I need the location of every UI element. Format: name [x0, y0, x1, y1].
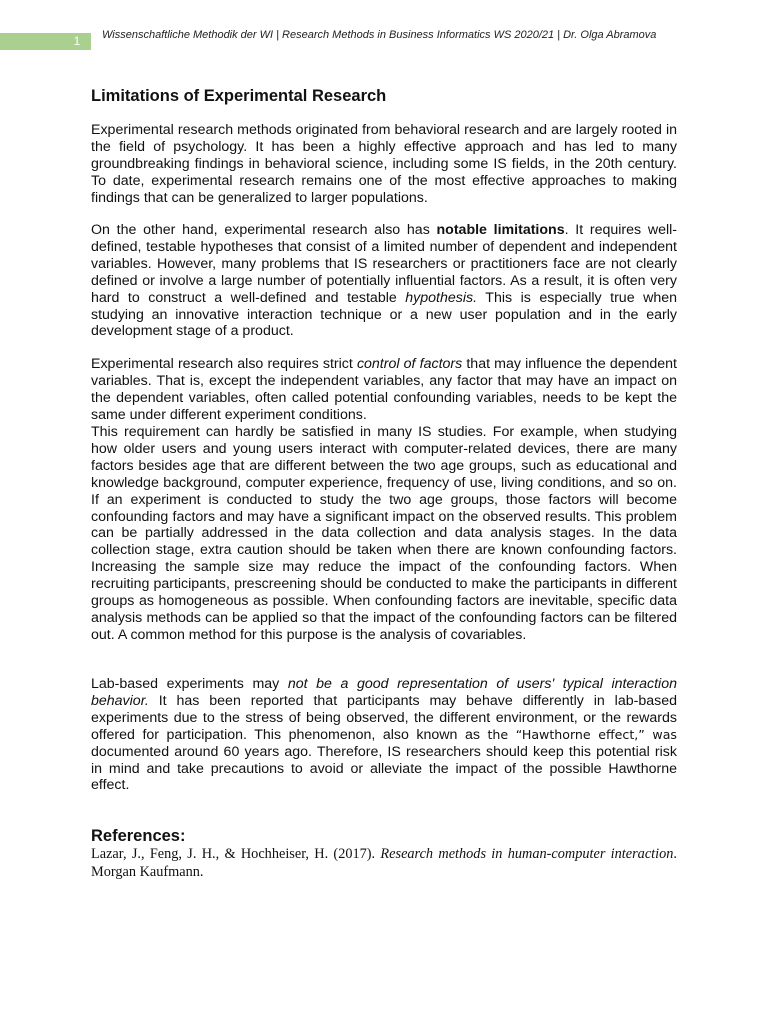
reference-publisher: . Morgan Kaufmann.	[91, 846, 677, 880]
reference-book-title: Research methods in human-computer interaction	[380, 846, 674, 862]
emphasis-control-of-factors: control of factors	[356, 356, 463, 372]
text-run: Lab-based experiments may	[91, 676, 288, 692]
paragraph-control-of-factors	[91, 356, 677, 424]
text-run: This is especially true when studying an innovative interaction technique or a new user population and in the early development stage of a product.	[91, 289, 678, 340]
reference-entry	[91, 846, 677, 881]
paragraph-limitations	[91, 222, 677, 340]
references-title: References:	[91, 827, 186, 845]
text-run: On the other hand, experimental research also has	[91, 222, 437, 238]
emphasis-not-good-representation: not be a good representation of users' typical interaction behavior.	[91, 676, 677, 709]
running-header: Wissenschaftliche Methodik der WI | Research Methods in Business Informatics WS 2020/21 | Dr. Olga Abramova	[102, 29, 657, 41]
hawthorne-effect-term: the “Hawthorne effect,” was	[487, 726, 677, 742]
emphasis-notable-limitations: notable limitations	[436, 222, 565, 238]
text-run: It has been reported that participants may behave differently in lab-based experiments due to the stress of being observed, the different environment, or the rewards offered for participation. This phenomenon, also known as	[91, 692, 677, 743]
emphasis-hypothesis: hypothesis.	[405, 289, 478, 306]
section-title: Limitations of Experimental Research	[91, 87, 387, 105]
text-run: documented around 60 years ago. Therefore, IS researchers should keep this potential risk in mind and take precautions to avoid or alleviate the impact of the possible Hawthorne effect.	[91, 743, 677, 794]
text-run: . It requires well-defined, testable hypotheses that consist of a limited number of dependent and independent variables. However, many problems that IS researchers or practitioners face are not clearly defined or involve a large number of potentially influential factors. As a result, it is often very hard to construct a well-defined and testable	[91, 222, 677, 306]
text-run: Experimental research also requires strict	[91, 356, 357, 372]
reference-authors: Lazar, J., Feng, J. H., & Hochheiser, H. (2017).	[91, 846, 381, 862]
paragraph-lab-based	[91, 676, 677, 794]
page-number: 1	[73, 34, 81, 48]
paragraph-origins: Experimental research methods originated from behavioral research and are largely rooted in the field of psychology. It has been a highly effective approach and has led to many groundbreaking findings in behavioral science, including some IS fields, in the 20th century. To date, experimental research remains one of the most effective approaches to making findings that can be generalized to larger populations.	[91, 122, 677, 206]
paragraph-confounding-factors: This requirement can hardly be satisfied in many IS studies. For example, when studying how older users and young users interact with computer-related devices, there are many factors besides age that are different between the two age groups, such as educational and knowledge background, computer experience, frequency of use, living conditions, and so on. If an experiment is conducted to study the two age groups, those factors will become confounding factors and may have a significant impact on the observed results. This problem can be partially addressed in the data collection and data analysis stages. In the data collection stage, extra caution should be taken when there are known confounding factors. Increasing the sample size may reduce the impact of the confounding factors. When recruiting participants, prescreening should be conducted to make the participants in different groups as homogeneous as possible. When confounding factors are inevitable, specific data analysis methods can be applied so that the impact of the confounding factors can be filtered out. A common method for this purpose is the analysis of covariables.	[91, 424, 677, 643]
text-run: that may influence the dependent variables. That is, except the independent variables, any factor that may have an impact on the dependent variables, often called potential confounding variables, needs to be kept the same under different experiment conditions.	[91, 356, 677, 423]
